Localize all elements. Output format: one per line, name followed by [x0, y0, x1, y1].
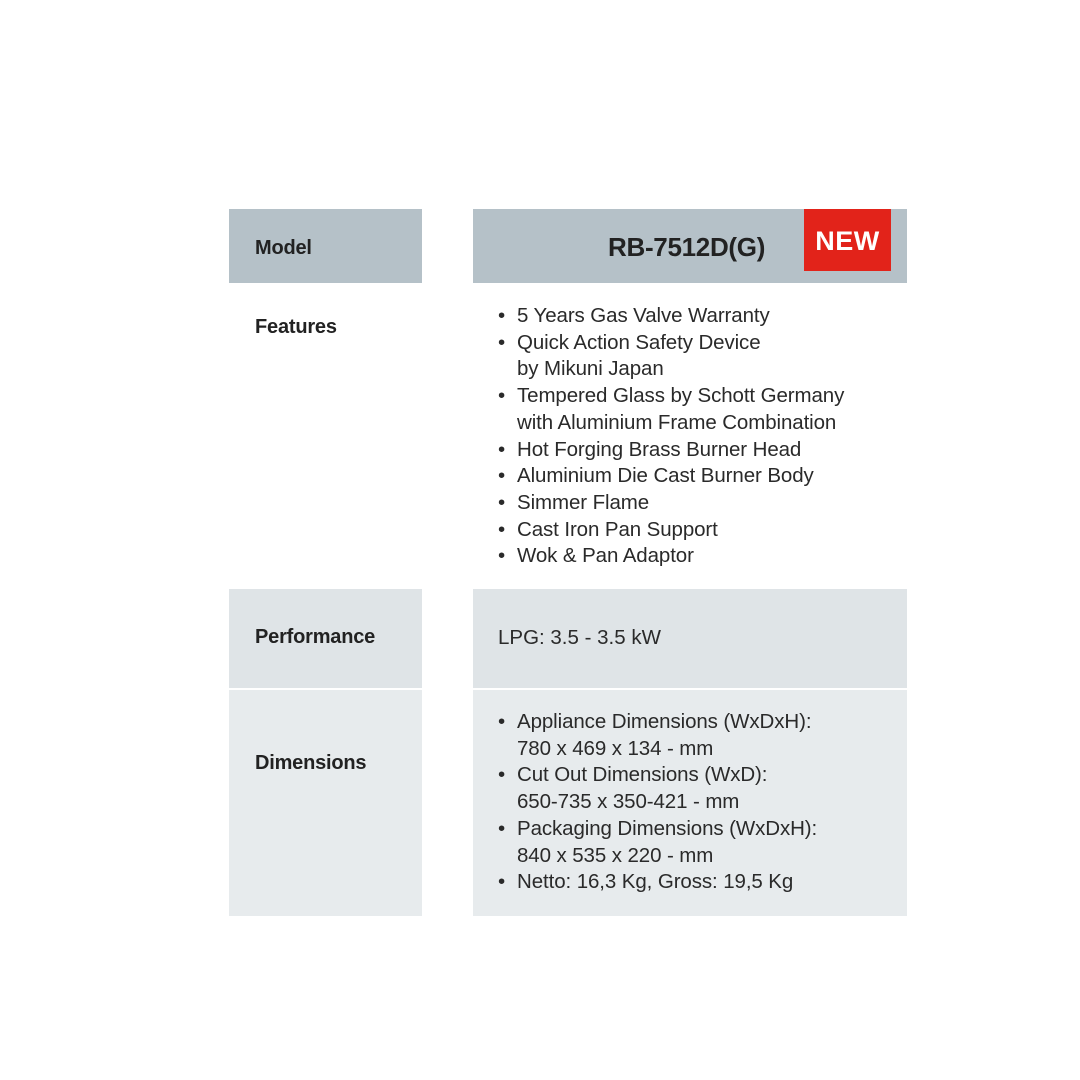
features-item-text: with Aluminium Frame Combination	[517, 410, 837, 434]
dimensions-item-text: Packaging Dimensions (WxDxH):	[517, 816, 818, 840]
features-item-text: Cast Iron Pan Support	[517, 517, 718, 541]
features-label: Features	[255, 316, 337, 338]
list-item	[473, 303, 907, 330]
dimensions-value-cell	[473, 690, 907, 916]
bullet: •	[498, 544, 506, 568]
features-item-text: by Mikuni Japan	[517, 357, 664, 381]
list-item	[473, 762, 907, 815]
dimensions-item-text: Netto: 16,3 Kg, Gross: 19,5 Kg	[517, 870, 794, 894]
model-name: RB-7512D(G)	[608, 232, 766, 262]
bullet: •	[498, 437, 506, 461]
features-item-text: Quick Action Safety Device	[517, 330, 761, 354]
bullet: •	[498, 464, 506, 488]
features-label-cell	[229, 283, 422, 589]
dimensions-list	[473, 709, 907, 896]
dimensions-item-text: 780 x 469 x 134 - mm	[517, 736, 714, 760]
dimensions-item-text: 840 x 535 x 220 - mm	[517, 843, 714, 867]
list-item	[473, 709, 907, 762]
list-item	[473, 869, 907, 896]
dimensions-item-text: 650-735 x 350-421 - mm	[517, 790, 740, 814]
list-item	[473, 330, 907, 383]
list-item	[473, 463, 907, 490]
bullet: •	[498, 384, 506, 408]
new-badge: NEW	[804, 209, 891, 271]
bullet: •	[498, 490, 506, 514]
features-item-text: Hot Forging Brass Burner Head	[517, 437, 802, 461]
model-label-cell	[229, 209, 422, 283]
bullet: •	[498, 710, 506, 733]
features-list	[473, 303, 907, 570]
model-value-cell	[473, 209, 907, 283]
list-item	[473, 490, 907, 517]
features-item-text: Tempered Glass by Schott Germany	[517, 384, 845, 408]
features-item-text: Aluminium Die Cast Burner Body	[517, 464, 814, 488]
list-item	[473, 437, 907, 464]
list-item	[473, 816, 907, 869]
performance-label-cell	[229, 589, 422, 688]
list-item	[473, 383, 907, 436]
dimensions-item-text: Cut Out Dimensions (WxD):	[517, 763, 768, 787]
performance-value-cell	[473, 589, 907, 688]
features-item-text: Simmer Flame	[517, 490, 650, 514]
features-value-cell	[473, 283, 907, 589]
features-item-text: Wok & Pan Adaptor	[517, 544, 694, 568]
performance-value: LPG: 3.5 - 3.5 kW	[498, 626, 661, 649]
bullet: •	[498, 763, 506, 787]
bullet: •	[498, 870, 506, 894]
dimensions-item-text: Appliance Dimensions (WxDxH):	[517, 710, 812, 733]
model-label: Model	[255, 237, 312, 259]
dimensions-label-cell	[229, 690, 422, 916]
dimensions-label: Dimensions	[255, 752, 367, 774]
bullet: •	[498, 304, 506, 327]
list-item	[473, 543, 907, 570]
list-item	[473, 517, 907, 544]
bullet: •	[498, 330, 506, 354]
features-item-text: 5 Years Gas Valve Warranty	[517, 304, 770, 327]
performance-label: Performance	[255, 626, 376, 648]
bullet: •	[498, 816, 506, 840]
bullet: •	[498, 517, 506, 541]
